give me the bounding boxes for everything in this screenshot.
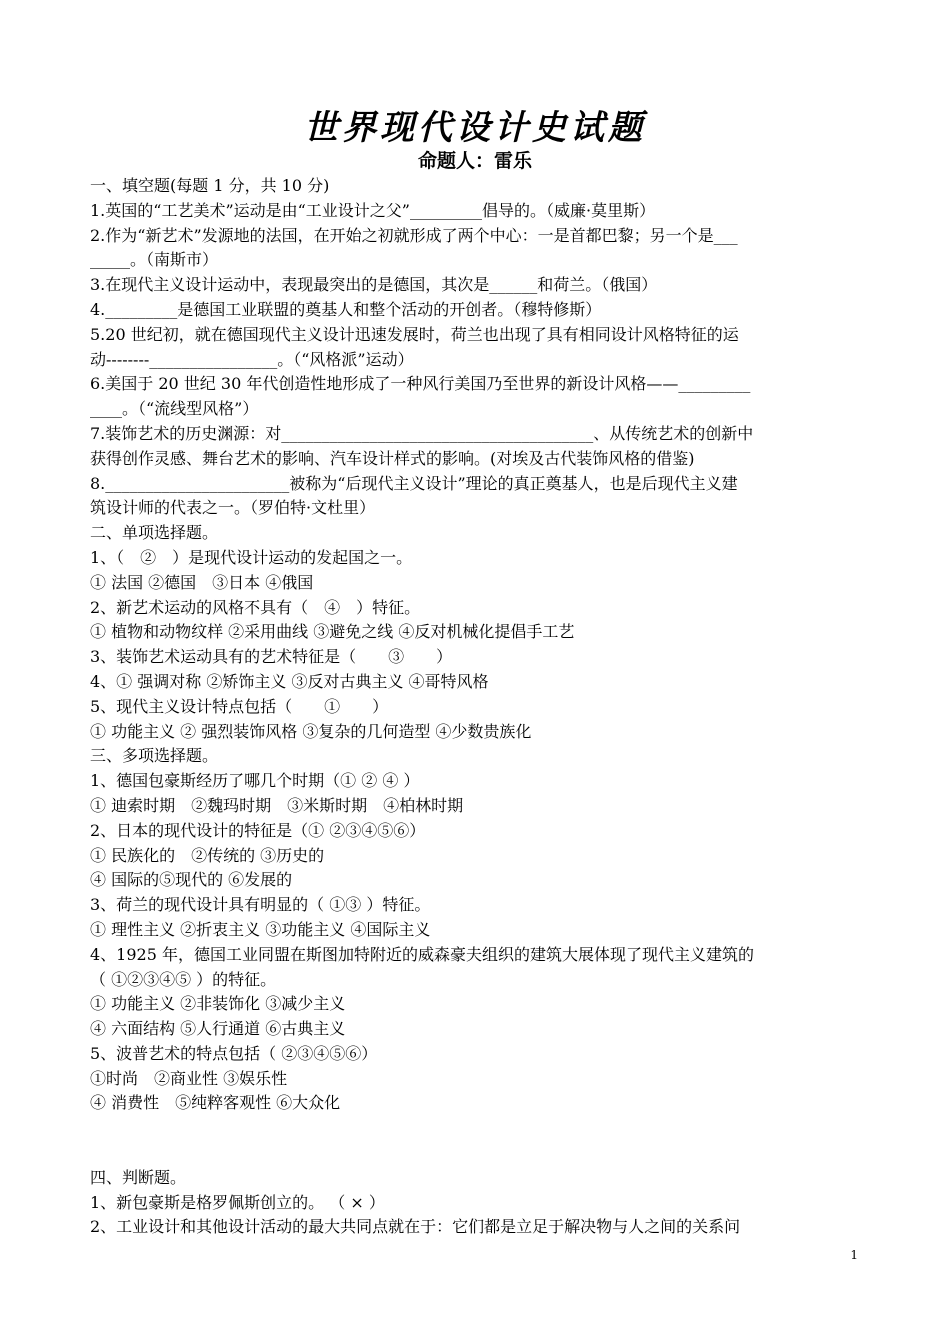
- text-line: 三、多项选择题。: [90, 746, 219, 766]
- text-line: 筑设计师的代表之一。（罗伯特·文杜里）: [90, 498, 376, 518]
- text-line: 3、装饰艺术运动具有的艺术特征是（ ③ ）: [90, 647, 453, 667]
- text-line: 4._________是德国工业联盟的奠基人和整个活动的开创者。（穆特修斯）: [90, 299, 602, 319]
- text-line: ① 民族化的 ②传统的 ③历史的: [90, 845, 325, 865]
- text-line: 2.作为“新艺术”发源地的法国，在开始之初就形成了两个中心：一是首都巴黎；另一个是___: [90, 225, 738, 245]
- text-line: 二、单项选择题。: [90, 523, 219, 543]
- text-line: ① 功能主义 ② 强烈装饰风格 ③复杂的几何造型 ④少数贵族化: [90, 721, 532, 741]
- text-line: 4、1925 年，德国工业同盟在斯图加特附近的威森豪夫组织的建筑大展体现了现代主义建筑的: [90, 944, 754, 964]
- text-line: 1、德国包豪斯经历了哪几个时期（① ② ④ ）: [90, 771, 420, 791]
- text-line: 四、判断题。: [90, 1167, 187, 1187]
- text-line: 4、① 强调对称 ②矫饰主义 ③反对古典主义 ④哥特风格: [90, 671, 489, 691]
- text-line: ①时尚 ②商业性 ③娱乐性: [90, 1068, 288, 1088]
- text-line: （ ①②③④⑤ ）的特征。: [90, 969, 277, 989]
- text-line: 3.在现代主义设计运动中，表现最突出的是德国，其次是______和荷兰。（俄国）: [90, 275, 658, 295]
- text-line: 一、填空题(每题 1 分，共 10 分): [90, 176, 330, 195]
- exam-author: 命题人：雷乐: [417, 150, 532, 172]
- text-line: 获得创作灵感、舞台艺术的影响、汽车设计样式的影响。(对埃及古代装饰风格的借鉴): [90, 448, 695, 468]
- text-line: 2、日本的现代设计的特征是（① ②③④⑤⑥）: [90, 820, 426, 840]
- text-line: ① 法国 ②德国 ③日本 ④俄国: [90, 572, 314, 592]
- text-line: ④ 国际的⑤现代的 ⑥发展的: [90, 870, 293, 890]
- blank-line: [90, 1116, 862, 1166]
- text-line: 8._______________________被称为“后现代主义设计”理论的真正奠基人，也是后现代主义建: [90, 473, 738, 493]
- text-line: _____。（南斯市）: [90, 250, 219, 270]
- text-line: 1.英国的“工艺美术”运动是由“工业设计之父”_________倡导的。（威廉·莫里斯）: [90, 200, 656, 220]
- text-line: 1、新包豪斯是格罗佩斯创立的。 （ × ）: [90, 1192, 385, 1212]
- text-line: 5、现代主义设计特点包括（ ① ）: [90, 696, 389, 716]
- text-line: 动--------________________。（“风格派”运动）: [90, 349, 414, 369]
- text-line: ____。（“流线型风格”）: [90, 399, 259, 419]
- exam-title: 世界现代设计史试题: [304, 108, 646, 148]
- text-line: 2、工业设计和其他设计活动的最大共同点就在于：它们都是立足于解决物与人之间的关系问: [90, 1217, 741, 1237]
- text-line: ④ 消费性 ⑤纯粹客观性 ⑥大众化: [90, 1093, 341, 1113]
- text-line: ① 迪索时期 ②魏玛时期 ③米斯时期 ④柏林时期: [90, 795, 464, 815]
- text-line: 5、波普艺术的特点包括（ ②③④⑤⑥）: [90, 1043, 378, 1063]
- text-line: 1、（ ② ）是现代设计运动的发起国之一。: [90, 547, 413, 567]
- text-line: 7.装饰艺术的历史渊源：对_______________________________________、从传统艺术的创新中: [90, 423, 754, 443]
- text-line: ④ 六面结构 ⑤人行通道 ⑥古典主义: [90, 1019, 346, 1039]
- text-line: 6.美国于 20 世纪 30 年代创造性地形成了一种风行美国乃至世界的新设计风格——_________: [90, 374, 751, 394]
- page-number: 1: [850, 1248, 858, 1262]
- text-line: ① 植物和动物纹样 ②采用曲线 ③避免之线 ④反对机械化提倡手工艺: [90, 622, 575, 642]
- text-line: ① 功能主义 ②非装饰化 ③减少主义: [90, 994, 346, 1014]
- text-line: ① 理性主义 ②折衷主义 ③功能主义 ④国际主义: [90, 919, 431, 939]
- text-line: 2、新艺术运动的风格不具有（ ④ ）特征。: [90, 597, 421, 617]
- text-line: 5.20 世纪初，就在德国现代主义设计迅速发展时，荷兰也出现了具有相同设计风格特征的运: [90, 324, 739, 344]
- exam-body: [90, 174, 862, 1240]
- text-line: 3、荷兰的现代设计具有明显的（ ①③ ）特征。: [90, 895, 431, 915]
